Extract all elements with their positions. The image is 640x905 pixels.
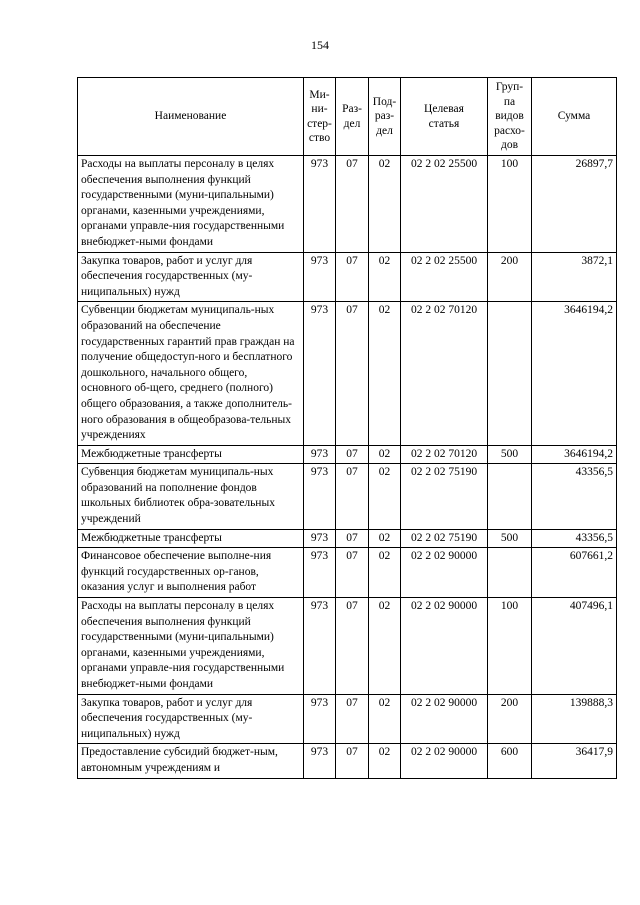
cell-amount: 407496,1: [532, 598, 617, 695]
cell-section: 07: [336, 445, 369, 464]
cell-group: 100: [488, 598, 532, 695]
cell-amount: 26897,7: [532, 156, 617, 253]
table-row: [78, 445, 617, 464]
cell-ministry: 973: [304, 464, 336, 529]
table-row: [78, 156, 617, 253]
cell-target: 02 2 02 25500: [401, 252, 488, 302]
cell-group: 600: [488, 744, 532, 778]
cell-name: Финансовое обеспечение выполне-ния функций государственных ор-ганов, оказания услуг и выполнения работ: [78, 548, 304, 598]
cell-subsection: 02: [369, 694, 401, 744]
cell-amount: 36417,9: [532, 744, 617, 778]
cell-target: 02 2 02 25500: [401, 156, 488, 253]
cell-ministry: 973: [304, 302, 336, 445]
cell-name: Расходы на выплаты персоналу в целях обеспечения выполнения функций государственными (муни-ципальными) органами, казенными учреждениями, органами управле-ния государственными внебюджет-ными фондами: [78, 156, 304, 253]
cell-name: Расходы на выплаты персоналу в целях обеспечения выполнения функций государственными (муни-ципальными) органами, казенными учреждениями, органами управле-ния государственными внебюджет-ными фондами: [78, 598, 304, 695]
cell-subsection: 02: [369, 252, 401, 302]
cell-subsection: 02: [369, 548, 401, 598]
cell-target: 02 2 02 90000: [401, 694, 488, 744]
header-amount: Сумма: [532, 78, 617, 156]
table-header-row: [78, 78, 617, 156]
cell-section: 07: [336, 156, 369, 253]
cell-subsection: 02: [369, 302, 401, 445]
cell-name: Закупка товаров, работ и услуг для обеспечения государственных (му-ниципальных) нужд: [78, 694, 304, 744]
cell-group: 200: [488, 694, 532, 744]
cell-name: Предоставление субсидий бюджет-ным, автономным учреждениям и: [78, 744, 304, 778]
cell-amount: 43356,5: [532, 464, 617, 529]
header-section: Раз- дел: [336, 78, 369, 156]
cell-name: Закупка товаров, работ и услуг для обеспечения государственных (му-ниципальных) нужд: [78, 252, 304, 302]
cell-name: Субвенция бюджетам муниципаль-ных образований на пополнение фондов школьных библиотек обра-зовательных учреждений: [78, 464, 304, 529]
cell-group: [488, 548, 532, 598]
cell-ministry: 973: [304, 548, 336, 598]
cell-amount: 43356,5: [532, 529, 617, 548]
cell-target: 02 2 02 70120: [401, 302, 488, 445]
table-row: [78, 598, 617, 695]
cell-subsection: 02: [369, 744, 401, 778]
header-name: Наименование: [78, 78, 304, 156]
table-row: [78, 548, 617, 598]
cell-section: 07: [336, 464, 369, 529]
cell-name: Межбюджетные трансферты: [78, 529, 304, 548]
budget-table: [77, 77, 617, 779]
cell-ministry: 973: [304, 529, 336, 548]
cell-group: 100: [488, 156, 532, 253]
table-row: [78, 694, 617, 744]
cell-subsection: 02: [369, 529, 401, 548]
cell-target: 02 2 02 90000: [401, 744, 488, 778]
page-number: 154: [311, 38, 329, 52]
cell-subsection: 02: [369, 598, 401, 695]
cell-section: 07: [336, 302, 369, 445]
cell-ministry: 973: [304, 598, 336, 695]
cell-name: Субвенции бюджетам муниципаль-ных образований на обеспечение государственных гарантий прав граждан на получение общедоступ-ного и бесплатного дошкольного, начального общего, основного об-щего, среднего (полного) общего образования, а также дополнитель-ного образования в общеобразова-тельных учреждениях: [78, 302, 304, 445]
cell-group: [488, 464, 532, 529]
table-row: [78, 464, 617, 529]
table-row: [78, 744, 617, 778]
cell-subsection: 02: [369, 445, 401, 464]
cell-section: 07: [336, 598, 369, 695]
header-subsection: Под- раз- дел: [369, 78, 401, 156]
cell-ministry: 973: [304, 156, 336, 253]
table-row: [78, 252, 617, 302]
cell-section: 07: [336, 529, 369, 548]
cell-target: 02 2 02 70120: [401, 445, 488, 464]
cell-name: Межбюджетные трансферты: [78, 445, 304, 464]
cell-subsection: 02: [369, 156, 401, 253]
cell-amount: 139888,3: [532, 694, 617, 744]
cell-section: 07: [336, 548, 369, 598]
cell-ministry: 973: [304, 445, 336, 464]
cell-target: 02 2 02 75190: [401, 464, 488, 529]
cell-subsection: 02: [369, 464, 401, 529]
table-row: [78, 302, 617, 445]
cell-group: 500: [488, 445, 532, 464]
header-group: Груп- па видов расхо- дов: [488, 78, 532, 156]
cell-section: 07: [336, 694, 369, 744]
cell-group: 500: [488, 529, 532, 548]
cell-ministry: 973: [304, 694, 336, 744]
cell-amount: 3646194,2: [532, 445, 617, 464]
header-ministry: Ми- ни- стер- ство: [304, 78, 336, 156]
cell-group: [488, 302, 532, 445]
cell-target: 02 2 02 90000: [401, 548, 488, 598]
header-target: Целевая статья: [401, 78, 488, 156]
cell-amount: 3646194,2: [532, 302, 617, 445]
cell-amount: 3872,1: [532, 252, 617, 302]
cell-section: 07: [336, 252, 369, 302]
cell-ministry: 973: [304, 252, 336, 302]
cell-target: 02 2 02 90000: [401, 598, 488, 695]
cell-ministry: 973: [304, 744, 336, 778]
cell-target: 02 2 02 75190: [401, 529, 488, 548]
cell-section: 07: [336, 744, 369, 778]
table-row: [78, 529, 617, 548]
cell-group: 200: [488, 252, 532, 302]
cell-amount: 607661,2: [532, 548, 617, 598]
